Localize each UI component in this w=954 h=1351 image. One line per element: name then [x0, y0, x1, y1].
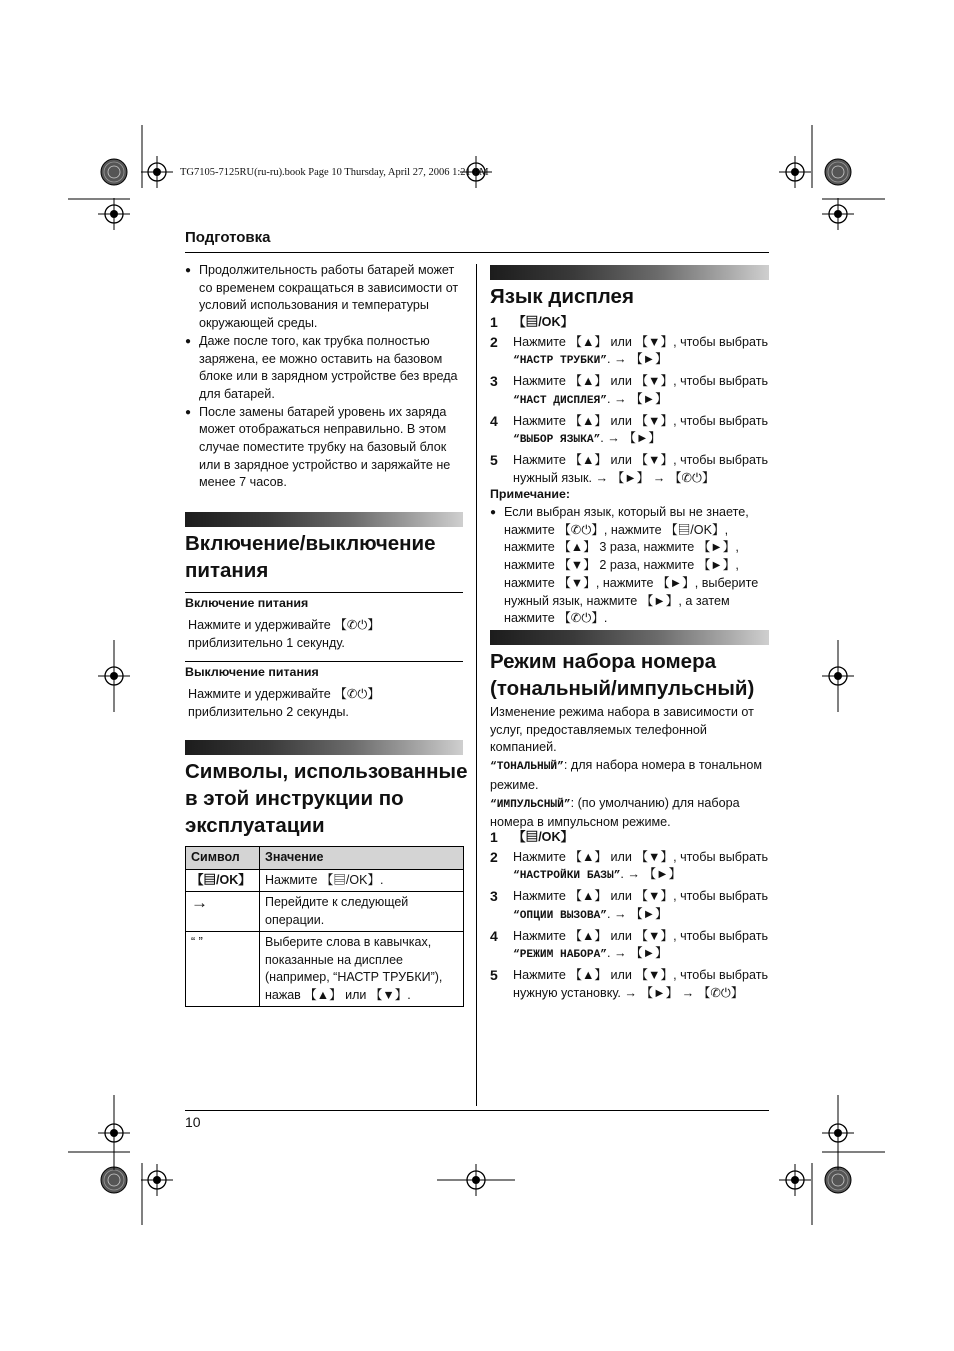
power-off-title: Выключение питания: [185, 665, 319, 679]
step-text: Нажмите 【▲】 или 【▼】, чтобы выбрать: [513, 334, 769, 349]
section-bar: [490, 630, 769, 645]
table-row: [186, 869, 464, 892]
meaning-cell: Выберите слова в кавычках, показанные на дисплее (например, “НАСТР ТРУБКИ”), нажав 【▲】 или 【▼】.: [260, 932, 464, 1007]
list-item: ● Если выбран язык, который вы не знаете, нажмите 【✆⏻】, нажмите 【▤/OK】, нажмите 【▲】 3 раза, нажмите 【►】, нажмите 【▼】 2 раза, нажмите 【►】, нажмите 【▼】, нажмите 【►】, выберите нужный язык, нажмите 【►】, а затем нажмите 【✆⏻】.: [490, 504, 772, 628]
dial-heading: Режим набора номера (тональный/импульсный): [490, 650, 755, 700]
step-tail: . → 【►】: [607, 391, 668, 406]
step-number: 4: [490, 927, 498, 944]
step-item: [490, 888, 770, 925]
step-text: Нажмите 【▲】 или 【▼】, чтобы выбрать: [513, 928, 769, 943]
meaning-cell: Нажмите 【▤/OK】.: [260, 869, 464, 892]
tone-text: : для набора номера в тональном режиме.: [490, 758, 762, 792]
step-item: [490, 967, 770, 1002]
step-tail: . → 【►】: [600, 431, 662, 446]
divider: [185, 661, 463, 662]
display-code: “РЕЖИМ НАБОРА”: [513, 949, 607, 962]
divider: [185, 592, 463, 593]
battery-notes: [185, 262, 467, 492]
display-code: “НАСТРОЙКИ БАЗЫ”: [513, 870, 621, 883]
symbol-cell: 【▤/OK】: [186, 869, 260, 892]
step-number: 2: [490, 333, 498, 350]
list-item: ● Даже после того, как трубка полностью заряжена, ее можно оставить на базовом блоке или в зарядном устройстве без вреда для батарей.: [185, 333, 467, 404]
step-number: 1: [490, 314, 498, 330]
symbols-table: [185, 846, 464, 1007]
language-note: [490, 504, 772, 628]
col-meaning-header: Значение: [260, 847, 464, 870]
language-heading: Язык дисплея: [490, 285, 634, 308]
dial-intro-text: Изменение режима набора в зависимости от услуг, предоставляемых телефонной компанией.: [490, 705, 754, 755]
step-number: 3: [490, 888, 498, 905]
section-bar: [185, 740, 463, 755]
table-row: [186, 932, 464, 1007]
step-item: [490, 314, 770, 332]
display-code: “ТОНАЛЬНЫЙ”: [490, 761, 564, 774]
step-text: Нажмите 【▲】 или 【▼】, чтобы выбрать: [513, 413, 769, 428]
symbol-cell: “ ”: [186, 932, 260, 1007]
table-header-row: [186, 847, 464, 870]
step-text: Нажмите 【▲】 или 【▼】, чтобы выбрать: [513, 849, 769, 864]
meaning-cell: Перейдите к следующей операции.: [260, 892, 464, 932]
step-number: 3: [490, 373, 498, 390]
step-text: Нажмите 【▲】 или 【▼】, чтобы выбрать: [513, 374, 769, 389]
step-text: 【▤/OK】: [513, 830, 574, 844]
pulse-option: [490, 795, 772, 832]
print-info-line: TG7105-7125RU(ru-ru).book Page 10 Thursday, April 27, 2006 1:21 PM: [180, 167, 489, 178]
section-title: Подготовка: [185, 229, 271, 246]
step-item: [490, 829, 770, 847]
list-item: ● После замены батарей уровень их заряда может отображаться неправильно. В этом случае поместите трубку на базовый блок или в зарядное устройство и заряжайте не менее 7 часов.: [185, 404, 467, 493]
step-number: 1: [490, 829, 498, 845]
step-number: 2: [490, 848, 498, 865]
list-item: ● Продолжительность работы батарей может со временем сокращаться в зависимости от условий использования и температуры окружающей среды.: [185, 262, 467, 333]
step-item: [490, 334, 770, 371]
pulse-text: : (по умолчанию) для набора номера в импульсном режиме.: [490, 795, 740, 830]
step-number: 4: [490, 412, 498, 429]
display-code: “ВЫБОР ЯЗЫКА”: [513, 434, 601, 447]
step-item: [490, 452, 770, 487]
header-rule: [185, 252, 769, 253]
step-text: Нажмите 【▲】 или 【▼】, чтобы выбрать нужную установку. → 【►】 → 【✆⏻】: [513, 967, 769, 1000]
language-steps: [490, 314, 770, 489]
step-number: 5: [490, 451, 498, 468]
step-item: [490, 373, 770, 410]
footer-rule: [185, 1110, 769, 1111]
power-off-text: Нажмите и удерживайте 【✆⏻】 приблизительно 2 секунды.: [188, 687, 380, 719]
display-code: “НАСТР ТРУБКИ”: [513, 355, 607, 368]
step-tail: . → 【►】: [607, 906, 668, 921]
table-row: [186, 892, 464, 932]
section-bar: [490, 265, 769, 280]
step-number: 5: [490, 966, 498, 983]
symbol-cell: →: [186, 892, 260, 932]
step-tail: . → 【►】: [607, 946, 668, 961]
step-tail: . → 【►】: [620, 867, 682, 882]
tone-option: [490, 757, 772, 794]
step-item: [490, 928, 770, 965]
display-code: “ИМПУЛЬСНЫЙ”: [490, 798, 571, 811]
power-heading: Включение/выключение питания: [185, 532, 436, 582]
section-bar: [185, 512, 463, 527]
step-text: Нажмите 【▲】 или 【▼】, чтобы выбрать: [513, 889, 769, 904]
page-number: 10: [185, 1114, 201, 1130]
power-on-title: Включение питания: [185, 596, 309, 610]
display-code: “ОПЦИИ ВЫЗОВА”: [513, 909, 607, 922]
step-item: [490, 413, 770, 450]
step-item: [490, 849, 770, 886]
column-divider: [476, 264, 477, 1106]
dial-intro: [490, 704, 772, 832]
col-symbol-header: Символ: [186, 847, 260, 870]
power-on-text: Нажмите и удерживайте 【✆⏻】 приблизительно 1 секунду.: [188, 618, 380, 650]
step-tail: . → 【►】: [607, 352, 668, 367]
step-text: Нажмите 【▲】 или 【▼】, чтобы выбрать нужный язык. → 【►】 → 【✆⏻】: [513, 452, 769, 485]
note-title: Примечание:: [490, 487, 571, 501]
symbols-heading: Символы, использованные в этой инструкции по эксплуатации: [185, 760, 468, 837]
display-code: “НАСТ ДИСПЛЕЯ”: [513, 394, 607, 407]
step-text: 【▤/OK】: [513, 315, 574, 329]
dial-steps: [490, 829, 770, 1004]
